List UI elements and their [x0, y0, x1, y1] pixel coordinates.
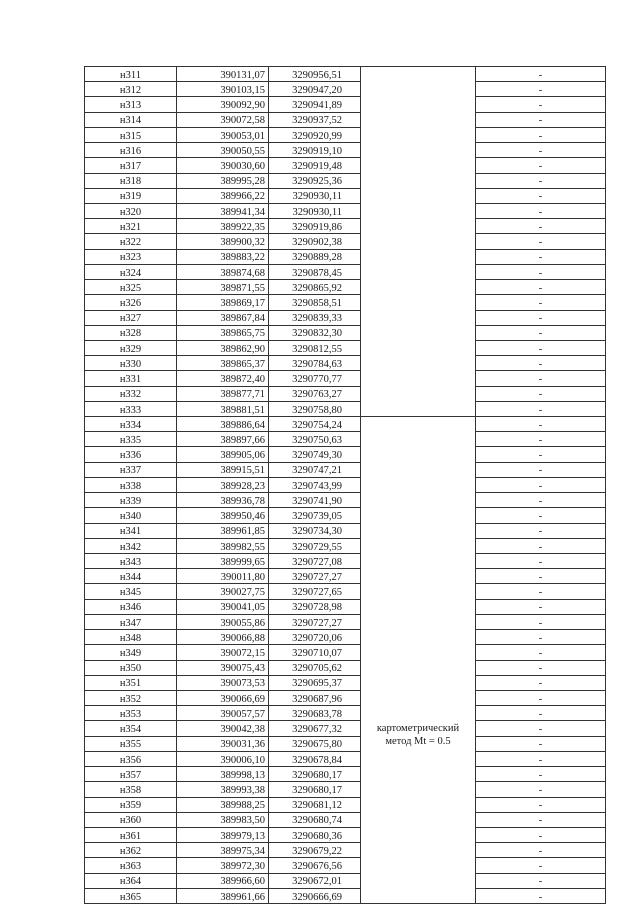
table-row: [85, 310, 606, 325]
table-row: [85, 721, 606, 736]
point-name-cell: н326: [85, 295, 177, 310]
error-value-cell: -: [476, 523, 606, 538]
x-coordinate-cell: 390131,07: [177, 67, 269, 82]
error-value-cell: -: [476, 264, 606, 279]
y-coordinate-cell: 3290727,27: [269, 569, 361, 584]
table-row: [85, 264, 606, 279]
table-row: [85, 188, 606, 203]
error-value-cell: -: [476, 751, 606, 766]
x-coordinate-cell: 389998,13: [177, 767, 269, 782]
point-name-cell: н356: [85, 751, 177, 766]
point-name-cell: н323: [85, 249, 177, 264]
x-coordinate-cell: 389928,23: [177, 477, 269, 492]
y-coordinate-cell: 3290754,24: [269, 417, 361, 432]
table-row: [85, 340, 606, 355]
y-coordinate-cell: 3290763,27: [269, 386, 361, 401]
point-name-cell: н361: [85, 827, 177, 842]
point-name-cell: н318: [85, 173, 177, 188]
y-coordinate-cell: 3290676,56: [269, 858, 361, 873]
y-coordinate-cell: 3290672,01: [269, 873, 361, 888]
error-value-cell: -: [476, 599, 606, 614]
table-row: [85, 356, 606, 371]
point-name-cell: н339: [85, 493, 177, 508]
error-value-cell: -: [476, 432, 606, 447]
y-coordinate-cell: 3290683,78: [269, 706, 361, 721]
error-value-cell: -: [476, 873, 606, 888]
x-coordinate-cell: 389862,90: [177, 340, 269, 355]
error-value-cell: -: [476, 827, 606, 842]
error-value-cell: -: [476, 767, 606, 782]
y-coordinate-cell: 3290743,99: [269, 477, 361, 492]
x-coordinate-cell: 390057,57: [177, 706, 269, 721]
table-row: [85, 249, 606, 264]
x-coordinate-cell: 389883,22: [177, 249, 269, 264]
y-coordinate-cell: 3290729,55: [269, 538, 361, 553]
point-name-cell: н312: [85, 82, 177, 97]
table-row: [85, 417, 606, 432]
point-name-cell: н357: [85, 767, 177, 782]
error-value-cell: -: [476, 462, 606, 477]
point-name-cell: н328: [85, 325, 177, 340]
point-name-cell: н336: [85, 447, 177, 462]
table-row: [85, 143, 606, 158]
x-coordinate-cell: 389983,50: [177, 812, 269, 827]
y-coordinate-cell: 3290739,05: [269, 508, 361, 523]
error-value-cell: -: [476, 417, 606, 432]
point-name-cell: н345: [85, 584, 177, 599]
x-coordinate-cell: 389966,22: [177, 188, 269, 203]
error-value-cell: -: [476, 538, 606, 553]
point-name-cell: н317: [85, 158, 177, 173]
x-coordinate-cell: 390041,05: [177, 599, 269, 614]
point-name-cell: н340: [85, 508, 177, 523]
y-coordinate-cell: 3290727,08: [269, 554, 361, 569]
error-value-cell: -: [476, 112, 606, 127]
table-row: [85, 797, 606, 812]
x-coordinate-cell: 390031,36: [177, 736, 269, 751]
point-name-cell: н322: [85, 234, 177, 249]
table-row: [85, 447, 606, 462]
error-value-cell: -: [476, 812, 606, 827]
table-row: [85, 493, 606, 508]
table-row: [85, 660, 606, 675]
error-value-cell: -: [476, 477, 606, 492]
error-value-cell: -: [476, 188, 606, 203]
table-row: [85, 280, 606, 295]
error-value-cell: -: [476, 173, 606, 188]
x-coordinate-cell: 390066,69: [177, 690, 269, 705]
y-coordinate-cell: 3290681,12: [269, 797, 361, 812]
point-name-cell: н353: [85, 706, 177, 721]
y-coordinate-cell: 3290937,52: [269, 112, 361, 127]
x-coordinate-cell: 389961,85: [177, 523, 269, 538]
table-row: [85, 888, 606, 903]
error-value-cell: -: [476, 690, 606, 705]
x-coordinate-cell: 390066,88: [177, 630, 269, 645]
y-coordinate-cell: 3290695,37: [269, 675, 361, 690]
x-coordinate-cell: 389871,55: [177, 280, 269, 295]
table-row: [85, 690, 606, 705]
error-value-cell: -: [476, 310, 606, 325]
x-coordinate-cell: 389972,30: [177, 858, 269, 873]
point-name-cell: н327: [85, 310, 177, 325]
coordinates-table-body: [85, 67, 606, 904]
point-name-cell: н329: [85, 340, 177, 355]
error-value-cell: -: [476, 356, 606, 371]
y-coordinate-cell: 3290675,80: [269, 736, 361, 751]
point-name-cell: н346: [85, 599, 177, 614]
table-row: [85, 508, 606, 523]
y-coordinate-cell: 3290919,48: [269, 158, 361, 173]
x-coordinate-cell: 389999,65: [177, 554, 269, 569]
point-name-cell: н334: [85, 417, 177, 432]
point-name-cell: н311: [85, 67, 177, 82]
table-row: [85, 782, 606, 797]
table-row: [85, 401, 606, 416]
x-coordinate-cell: 389941,34: [177, 203, 269, 218]
method-label: картометрический метод Mt = 0.5: [376, 723, 460, 748]
table-row: [85, 569, 606, 584]
x-coordinate-cell: 390103,15: [177, 82, 269, 97]
x-coordinate-cell: 389897,66: [177, 432, 269, 447]
y-coordinate-cell: 3290956,51: [269, 67, 361, 82]
y-coordinate-cell: 3290920,99: [269, 127, 361, 142]
point-name-cell: н349: [85, 645, 177, 660]
table-row: [85, 219, 606, 234]
y-coordinate-cell: 3290947,20: [269, 82, 361, 97]
point-name-cell: н360: [85, 812, 177, 827]
error-value-cell: -: [476, 614, 606, 629]
x-coordinate-cell: 390075,43: [177, 660, 269, 675]
x-coordinate-cell: 390073,53: [177, 675, 269, 690]
table-row: [85, 127, 606, 142]
x-coordinate-cell: 390072,15: [177, 645, 269, 660]
table-row: [85, 614, 606, 629]
x-coordinate-cell: 389905,06: [177, 447, 269, 462]
y-coordinate-cell: 3290727,27: [269, 614, 361, 629]
y-coordinate-cell: 3290919,86: [269, 219, 361, 234]
error-value-cell: -: [476, 554, 606, 569]
x-coordinate-cell: 389869,17: [177, 295, 269, 310]
point-name-cell: н337: [85, 462, 177, 477]
y-coordinate-cell: 3290919,10: [269, 143, 361, 158]
table-row: [85, 538, 606, 553]
error-value-cell: -: [476, 569, 606, 584]
method-cell: [361, 417, 476, 904]
error-value-cell: -: [476, 675, 606, 690]
x-coordinate-cell: 390027,75: [177, 584, 269, 599]
error-value-cell: -: [476, 797, 606, 812]
point-name-cell: н338: [85, 477, 177, 492]
table-row: [85, 767, 606, 782]
error-value-cell: -: [476, 447, 606, 462]
point-name-cell: н344: [85, 569, 177, 584]
error-value-cell: -: [476, 280, 606, 295]
y-coordinate-cell: 3290770,77: [269, 371, 361, 386]
y-coordinate-cell: 3290734,30: [269, 523, 361, 538]
error-value-cell: -: [476, 584, 606, 599]
x-coordinate-cell: 390053,01: [177, 127, 269, 142]
x-coordinate-cell: 389966,60: [177, 873, 269, 888]
y-coordinate-cell: 3290858,51: [269, 295, 361, 310]
y-coordinate-cell: 3290680,17: [269, 767, 361, 782]
table-row: [85, 584, 606, 599]
x-coordinate-cell: 389988,25: [177, 797, 269, 812]
point-name-cell: н359: [85, 797, 177, 812]
y-coordinate-cell: 3290666,69: [269, 888, 361, 903]
error-value-cell: -: [476, 371, 606, 386]
point-name-cell: н330: [85, 356, 177, 371]
x-coordinate-cell: 389915,51: [177, 462, 269, 477]
y-coordinate-cell: 3290747,21: [269, 462, 361, 477]
error-value-cell: -: [476, 158, 606, 173]
table-row: [85, 477, 606, 492]
error-value-cell: -: [476, 127, 606, 142]
error-value-cell: -: [476, 67, 606, 82]
point-name-cell: н332: [85, 386, 177, 401]
point-name-cell: н315: [85, 127, 177, 142]
error-value-cell: -: [476, 736, 606, 751]
x-coordinate-cell: 389995,28: [177, 173, 269, 188]
x-coordinate-cell: 389886,64: [177, 417, 269, 432]
point-name-cell: н319: [85, 188, 177, 203]
y-coordinate-cell: 3290889,28: [269, 249, 361, 264]
x-coordinate-cell: 390092,90: [177, 97, 269, 112]
table-row: [85, 812, 606, 827]
error-value-cell: -: [476, 219, 606, 234]
point-name-cell: н320: [85, 203, 177, 218]
point-name-cell: н363: [85, 858, 177, 873]
point-name-cell: н325: [85, 280, 177, 295]
point-name-cell: н358: [85, 782, 177, 797]
table-row: [85, 173, 606, 188]
point-name-cell: н331: [85, 371, 177, 386]
y-coordinate-cell: 3290758,80: [269, 401, 361, 416]
x-coordinate-cell: 389979,13: [177, 827, 269, 842]
y-coordinate-cell: 3290902,38: [269, 234, 361, 249]
point-name-cell: н347: [85, 614, 177, 629]
table-row: [85, 827, 606, 842]
x-coordinate-cell: 389982,55: [177, 538, 269, 553]
table-row: [85, 873, 606, 888]
point-name-cell: н335: [85, 432, 177, 447]
y-coordinate-cell: 3290925,36: [269, 173, 361, 188]
point-name-cell: н313: [85, 97, 177, 112]
point-name-cell: н365: [85, 888, 177, 903]
y-coordinate-cell: 3290741,90: [269, 493, 361, 508]
x-coordinate-cell: 389881,51: [177, 401, 269, 416]
x-coordinate-cell: 389872,40: [177, 371, 269, 386]
error-value-cell: -: [476, 249, 606, 264]
error-value-cell: -: [476, 706, 606, 721]
x-coordinate-cell: 390072,58: [177, 112, 269, 127]
x-coordinate-cell: 389900,32: [177, 234, 269, 249]
table-row: [85, 843, 606, 858]
y-coordinate-cell: 3290839,33: [269, 310, 361, 325]
table-row: [85, 82, 606, 97]
y-coordinate-cell: 3290930,11: [269, 188, 361, 203]
y-coordinate-cell: 3290930,11: [269, 203, 361, 218]
table-row: [85, 432, 606, 447]
table-row: [85, 325, 606, 340]
table-row: [85, 599, 606, 614]
coordinates-table: [84, 66, 606, 904]
table-row: [85, 234, 606, 249]
error-value-cell: -: [476, 493, 606, 508]
error-value-cell: -: [476, 401, 606, 416]
x-coordinate-cell: 389993,38: [177, 782, 269, 797]
x-coordinate-cell: 389865,75: [177, 325, 269, 340]
error-value-cell: -: [476, 660, 606, 675]
error-value-cell: -: [476, 888, 606, 903]
error-value-cell: -: [476, 386, 606, 401]
y-coordinate-cell: 3290728,98: [269, 599, 361, 614]
point-name-cell: н348: [85, 630, 177, 645]
x-coordinate-cell: 389936,78: [177, 493, 269, 508]
error-value-cell: -: [476, 858, 606, 873]
point-name-cell: н316: [85, 143, 177, 158]
y-coordinate-cell: 3290710,07: [269, 645, 361, 660]
y-coordinate-cell: 3290680,36: [269, 827, 361, 842]
point-name-cell: н324: [85, 264, 177, 279]
x-coordinate-cell: 390030,60: [177, 158, 269, 173]
error-value-cell: -: [476, 721, 606, 736]
x-coordinate-cell: 390011,80: [177, 569, 269, 584]
table-row: [85, 645, 606, 660]
error-value-cell: -: [476, 630, 606, 645]
error-value-cell: -: [476, 508, 606, 523]
point-name-cell: н341: [85, 523, 177, 538]
table-row: [85, 203, 606, 218]
table-row: [85, 554, 606, 569]
y-coordinate-cell: 3290680,17: [269, 782, 361, 797]
y-coordinate-cell: 3290832,30: [269, 325, 361, 340]
point-name-cell: н314: [85, 112, 177, 127]
table-row: [85, 295, 606, 310]
table-row: [85, 630, 606, 645]
y-coordinate-cell: 3290679,22: [269, 843, 361, 858]
point-name-cell: н352: [85, 690, 177, 705]
point-name-cell: н351: [85, 675, 177, 690]
x-coordinate-cell: 389877,71: [177, 386, 269, 401]
y-coordinate-cell: 3290784,63: [269, 356, 361, 371]
table-row: [85, 67, 606, 82]
x-coordinate-cell: 389867,84: [177, 310, 269, 325]
point-name-cell: н343: [85, 554, 177, 569]
y-coordinate-cell: 3290720,06: [269, 630, 361, 645]
table-row: [85, 736, 606, 751]
error-value-cell: -: [476, 340, 606, 355]
table-row: [85, 675, 606, 690]
table-row: [85, 523, 606, 538]
table-row: [85, 858, 606, 873]
table-row: [85, 158, 606, 173]
error-value-cell: -: [476, 203, 606, 218]
table-row: [85, 112, 606, 127]
error-value-cell: -: [476, 782, 606, 797]
point-name-cell: н350: [85, 660, 177, 675]
table-row: [85, 371, 606, 386]
y-coordinate-cell: 3290941,89: [269, 97, 361, 112]
x-coordinate-cell: 389874,68: [177, 264, 269, 279]
y-coordinate-cell: 3290687,96: [269, 690, 361, 705]
error-value-cell: -: [476, 82, 606, 97]
error-value-cell: -: [476, 645, 606, 660]
error-value-cell: -: [476, 295, 606, 310]
y-coordinate-cell: 3290680,74: [269, 812, 361, 827]
point-name-cell: н321: [85, 219, 177, 234]
y-coordinate-cell: 3290865,92: [269, 280, 361, 295]
error-value-cell: -: [476, 97, 606, 112]
x-coordinate-cell: 389975,34: [177, 843, 269, 858]
y-coordinate-cell: 3290705,62: [269, 660, 361, 675]
table-row: [85, 462, 606, 477]
y-coordinate-cell: 3290812,55: [269, 340, 361, 355]
table-row: [85, 751, 606, 766]
point-name-cell: н364: [85, 873, 177, 888]
y-coordinate-cell: 3290727,65: [269, 584, 361, 599]
point-name-cell: н354: [85, 721, 177, 736]
error-value-cell: -: [476, 325, 606, 340]
y-coordinate-cell: 3290749,30: [269, 447, 361, 462]
error-value-cell: -: [476, 234, 606, 249]
error-value-cell: -: [476, 143, 606, 158]
x-coordinate-cell: 390006,10: [177, 751, 269, 766]
y-coordinate-cell: 3290678,84: [269, 751, 361, 766]
y-coordinate-cell: 3290750,63: [269, 432, 361, 447]
table-row: [85, 386, 606, 401]
point-name-cell: н355: [85, 736, 177, 751]
y-coordinate-cell: 3290677,32: [269, 721, 361, 736]
x-coordinate-cell: 390050,55: [177, 143, 269, 158]
x-coordinate-cell: 389922,35: [177, 219, 269, 234]
x-coordinate-cell: 390042,38: [177, 721, 269, 736]
point-name-cell: н333: [85, 401, 177, 416]
method-cell-upper: [361, 67, 476, 417]
x-coordinate-cell: 389961,66: [177, 888, 269, 903]
error-value-cell: -: [476, 843, 606, 858]
table-row: [85, 706, 606, 721]
x-coordinate-cell: 389865,37: [177, 356, 269, 371]
table-row: [85, 97, 606, 112]
y-coordinate-cell: 3290878,45: [269, 264, 361, 279]
x-coordinate-cell: 390055,86: [177, 614, 269, 629]
point-name-cell: н342: [85, 538, 177, 553]
point-name-cell: н362: [85, 843, 177, 858]
x-coordinate-cell: 389950,46: [177, 508, 269, 523]
